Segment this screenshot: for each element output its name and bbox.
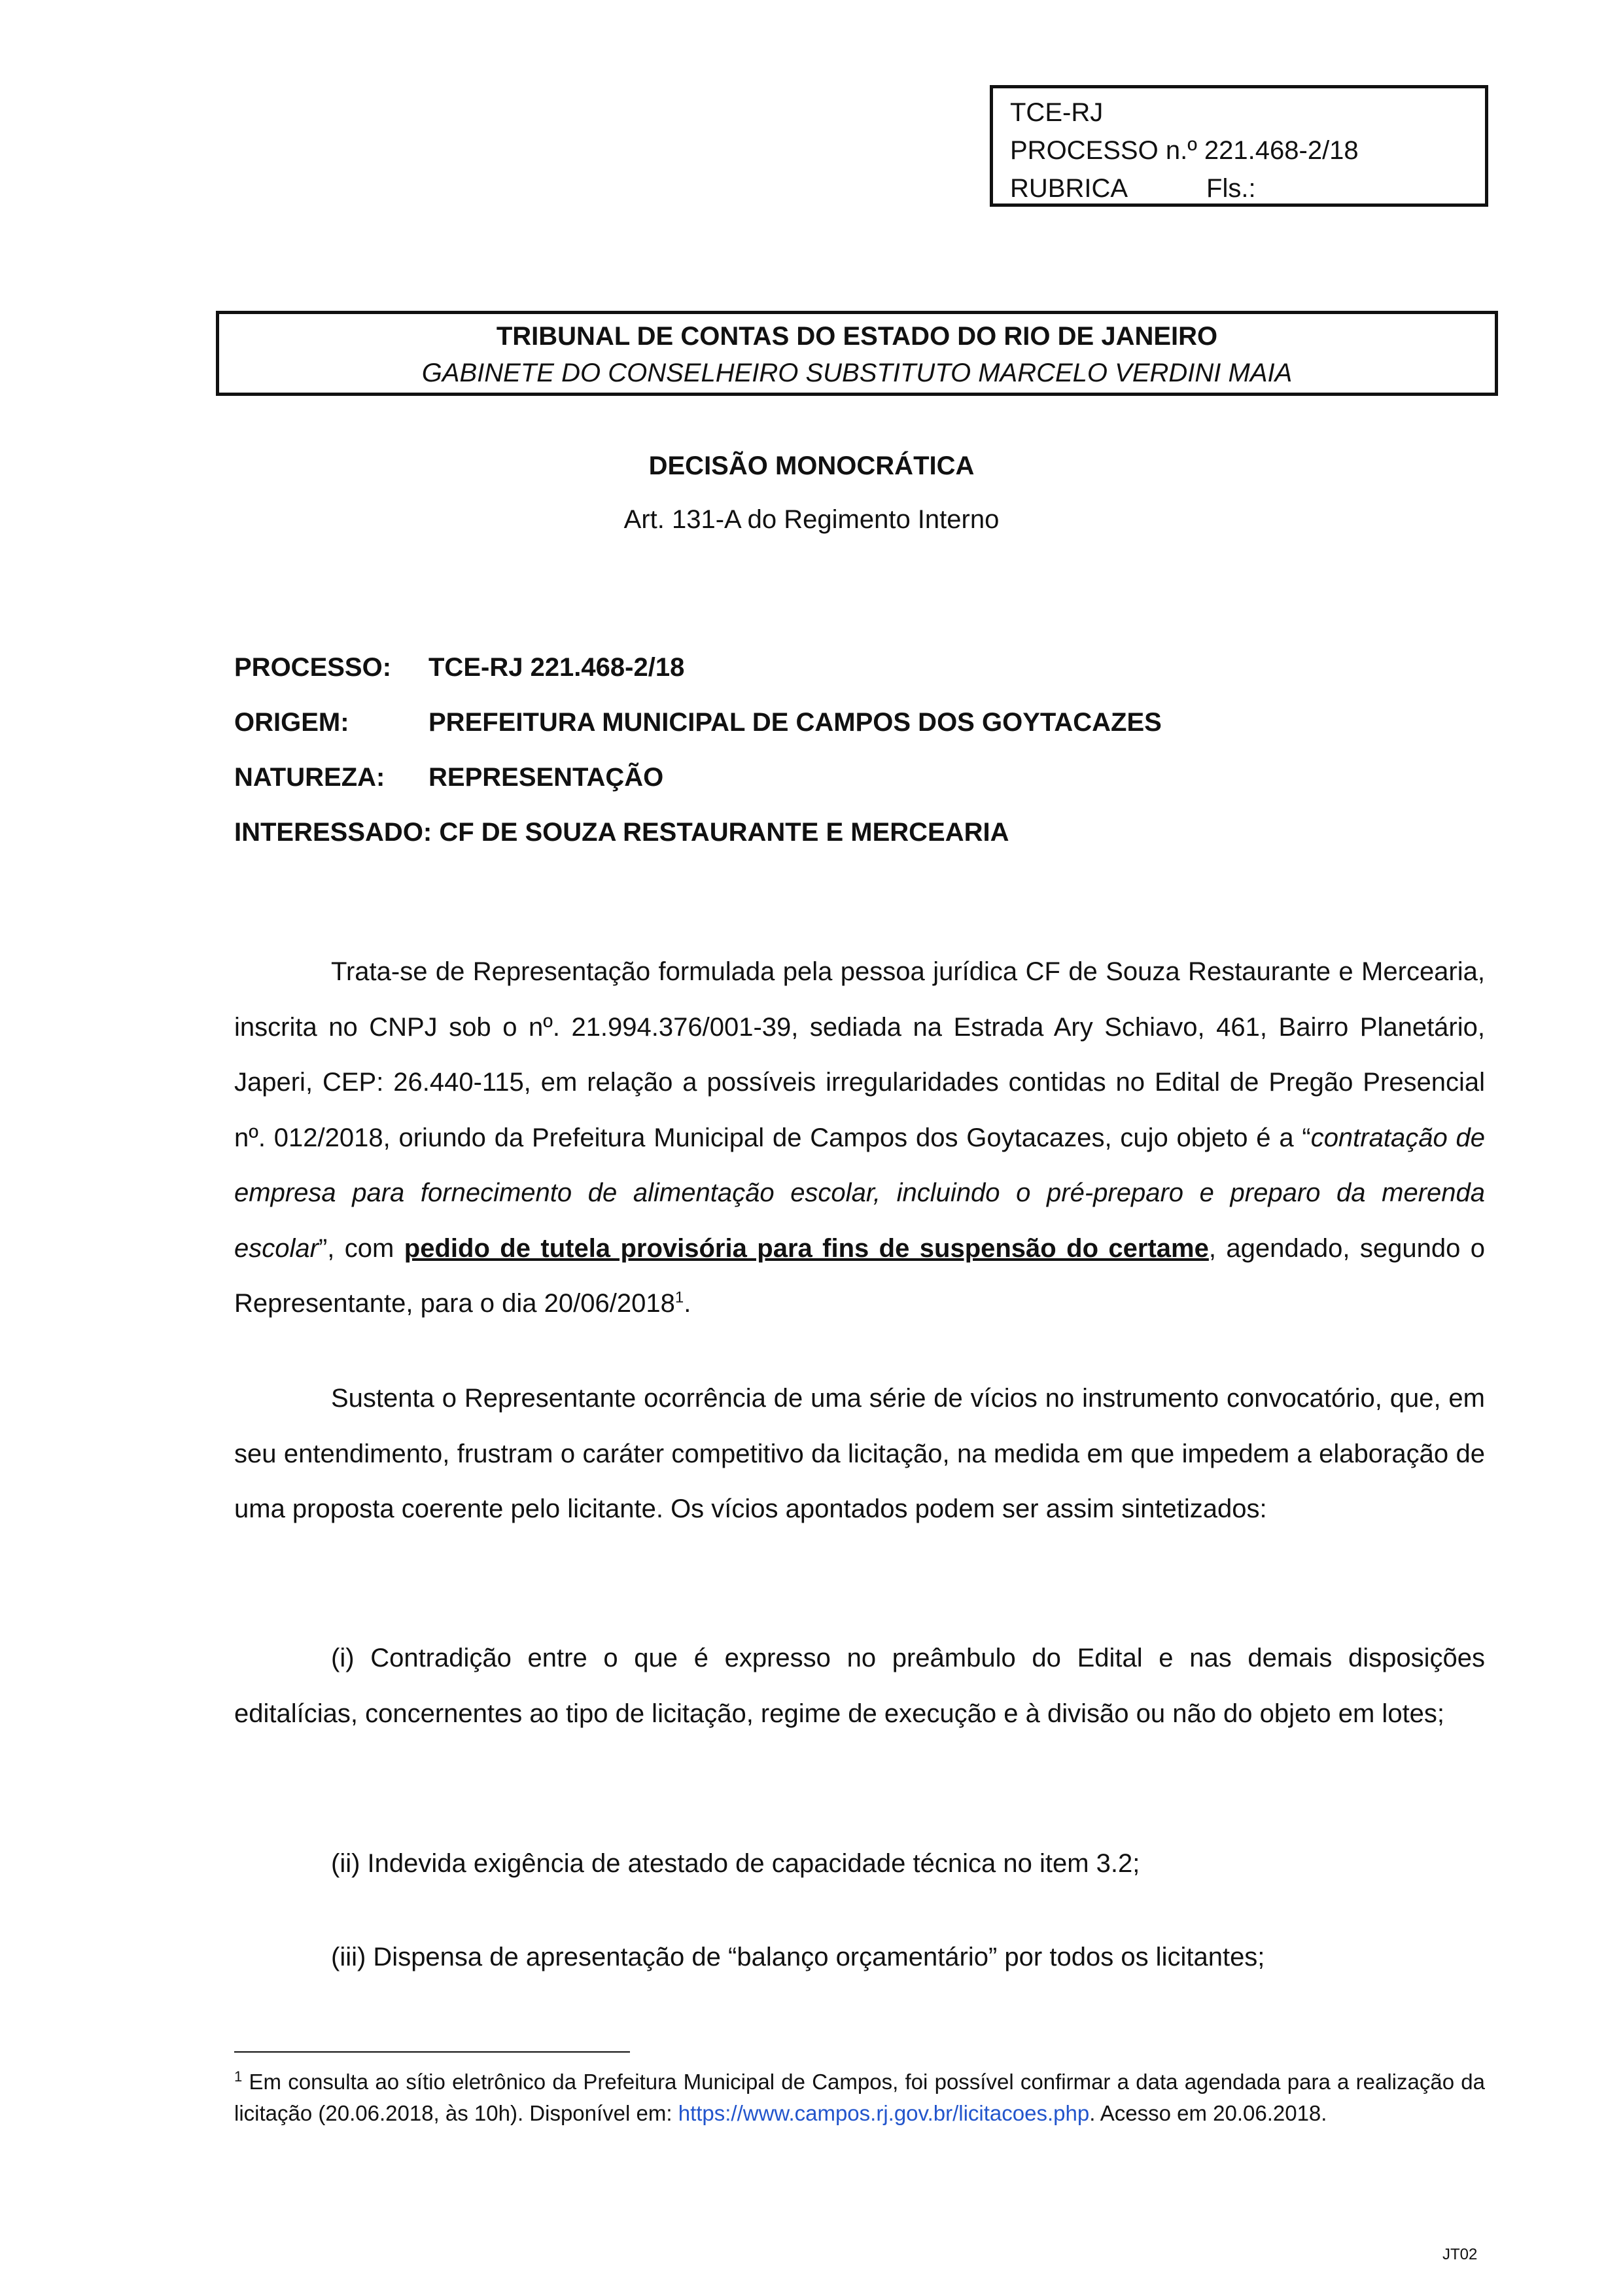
paragraph-item-ii: [234, 1836, 1485, 1892]
meta-row-interessado: [234, 805, 1162, 860]
meta-value: REPRESENTAÇÃO: [428, 763, 664, 792]
meta-value: CF DE SOUZA RESTAURANTE E MERCEARIA: [439, 818, 1009, 847]
document-header: [216, 311, 1498, 396]
paragraph-text: (ii) Indevida exigência de atestado de capacidade técnica no item 3.2;: [331, 1849, 1140, 1878]
paragraph-text: Sustenta o Representante ocorrência de uma série de vícios no instrumento convocatório, que, em seu entendimento, frustram o caráter competitivo da licitação, na medida em que impedem a elaboração de uma proposta coerente pelo licitante. Os vícios apontados podem ser assim sintetizados:: [234, 1384, 1485, 1523]
stamp-line-process: PROCESSO n.º 221.468-2/18: [1010, 136, 1359, 165]
meta-value: TCE-RJ 221.468-2/18: [428, 653, 685, 682]
meta-value: PREFEITURA MUNICIPAL DE CAMPOS DOS GOYTACAZES: [428, 708, 1162, 737]
document-title: DECISÃO MONOCRÁTICA: [648, 451, 975, 480]
process-stamp: [990, 85, 1488, 207]
paragraph-allegations: [234, 1371, 1485, 1537]
paragraph-text: (i) Contradição entre o que é expresso no preâmbulo do Edital e nas demais disposições editalícias, concernentes ao tipo de licitação, regime de execução e à divisão ou não do objeto em lotes;: [234, 1644, 1485, 1728]
footnote-divider: [234, 2051, 630, 2053]
meta-label: NATUREZA:: [234, 763, 385, 792]
stamp-rubrica: RUBRICA: [1010, 174, 1128, 203]
organization-name: TRIBUNAL DE CONTAS DO ESTADO DO RIO DE JANEIRO: [496, 322, 1218, 351]
page-code: JT02: [1442, 2246, 1478, 2263]
text-run: ”, com: [318, 1233, 404, 1263]
paragraph-item-iii: [234, 1930, 1485, 1985]
footnote-reference[interactable]: 1: [674, 1288, 684, 1307]
meta-label: INTERESSADO:: [234, 818, 432, 847]
text-run: .: [684, 1289, 691, 1318]
office-name: GABINETE DO CONSELHEIRO SUBSTITUTO MARCELO VERDINI MAIA: [421, 359, 1293, 387]
meta-label: ORIGEM:: [234, 708, 349, 737]
footnote-tail: . Acesso em 20.06.2018.: [1089, 2101, 1327, 2125]
meta-row-origem: [234, 695, 1162, 750]
paragraph-intro: [234, 944, 1485, 1332]
footnote-text: Em consulta ao sítio eletrônico da Prefeitura Municipal de Campos, foi possível confirmar a data agendada para a realização da licitação (20.06.2018, às 10h). Disponível em:: [234, 2070, 1485, 2125]
paragraph-item-i: [234, 1631, 1485, 1741]
footnote-number: 1: [234, 2068, 243, 2085]
stamp-fls: Fls.:: [1206, 174, 1256, 203]
paragraph-text: (iii) Dispensa de apresentação de “balanço orçamentário” por todos os licitantes;: [331, 1943, 1265, 1971]
stamp-line-court: TCE-RJ: [1010, 98, 1104, 127]
footnote-link[interactable]: https://www.campos.rj.gov.br/licitacoes.php: [678, 2101, 1090, 2125]
object-quote: contratação de empresa para fornecimento de alimentação escolar, incluindo o pré-preparo e preparo da merenda escolar: [234, 1123, 1485, 1263]
text-run: , agendado, segundo o Representante, para o dia 20/06/2018: [234, 1233, 1485, 1318]
stamp-line-rubrica: [1010, 169, 1485, 207]
process-metadata: [234, 640, 1162, 860]
meta-row-processo: [234, 640, 1162, 695]
text-run: Trata-se de Representação formulada pela pessoa jurídica CF de Souza Restaurante e Mercearia, inscrita no CNPJ sob o nº. 21.994.376/001-39, sediada na Estrada Ary Schiavo, 461, Bairro Planetário, Japeri, CEP: 26.440-115, em relação a possíveis irregularidades contidas no Edital de Pregão Presencial nº. 012/2018, oriundo da Prefeitura Municipal de Campos dos Goytacazes, cujo objeto é a “: [234, 957, 1485, 1152]
injunction-request: pedido de tutela provisória para fins de suspensão do certame: [404, 1233, 1209, 1263]
meta-label: PROCESSO:: [234, 653, 392, 682]
meta-row-natureza: [234, 750, 1162, 805]
footnote: [234, 2066, 1485, 2129]
document-subtitle: Art. 131-A do Regimento Interno: [623, 505, 1000, 534]
